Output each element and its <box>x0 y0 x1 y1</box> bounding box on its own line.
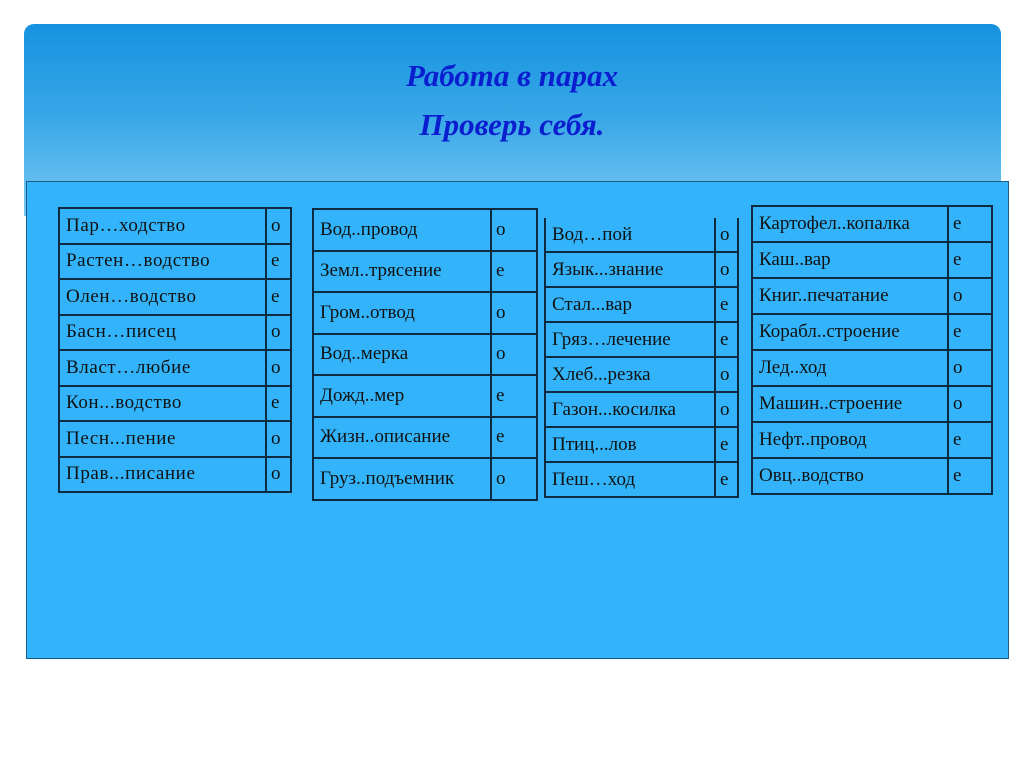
table-row <box>752 206 992 242</box>
letter-cell: о <box>948 386 992 422</box>
table-row <box>752 242 992 278</box>
letter-cell: е <box>715 427 738 462</box>
word-cell: Лед..ход <box>752 350 948 386</box>
letter-cell: о <box>715 392 738 427</box>
word-cell: Растен…водство <box>59 244 266 280</box>
letter-cell: е <box>491 417 537 459</box>
word-cell: Газон...косилка <box>545 392 715 427</box>
word-cell: Овц..водство <box>752 458 948 494</box>
word-cell: Машин..строение <box>752 386 948 422</box>
table-row <box>59 315 291 351</box>
letter-cell: о <box>715 218 738 252</box>
word-cell: Нефт..провод <box>752 422 948 458</box>
table-row <box>545 357 738 392</box>
letter-cell: о <box>491 209 537 251</box>
table-row <box>545 252 738 287</box>
table-row <box>752 386 992 422</box>
table-row <box>59 350 291 386</box>
table-row <box>59 208 291 244</box>
word-cell: Вод…пой <box>545 218 715 252</box>
word-cell: Язык...знание <box>545 252 715 287</box>
word-cell: Пеш…ход <box>545 462 715 497</box>
table-row <box>59 386 291 422</box>
letter-cell: о <box>266 350 291 386</box>
word-table-3 <box>544 218 739 498</box>
table-row <box>59 421 291 457</box>
word-cell: Картофел..копалка <box>752 206 948 242</box>
letter-cell: о <box>491 292 537 334</box>
word-cell: Гряз…лечение <box>545 322 715 357</box>
word-cell: Дожд..мер <box>313 375 491 417</box>
letter-cell: о <box>266 315 291 351</box>
word-cell: Власт…любие <box>59 350 266 386</box>
table-row <box>313 334 537 376</box>
table-row <box>313 251 537 293</box>
letter-cell: е <box>948 458 992 494</box>
word-cell: Птиц...лов <box>545 427 715 462</box>
word-cell: Груз..подъемник <box>313 458 491 500</box>
word-cell: Вод..мерка <box>313 334 491 376</box>
table-row <box>59 244 291 280</box>
word-table-1 <box>58 207 292 493</box>
table-row <box>313 375 537 417</box>
word-cell: Земл..трясение <box>313 251 491 293</box>
letter-cell: е <box>715 322 738 357</box>
word-cell: Корабл..строение <box>752 314 948 350</box>
word-table-4 <box>751 205 993 495</box>
letter-cell: о <box>266 421 291 457</box>
word-table-2 <box>312 208 538 501</box>
letter-cell: о <box>491 458 537 500</box>
table-row <box>59 457 291 493</box>
letter-cell: е <box>715 287 738 322</box>
table-row <box>752 278 992 314</box>
table-row <box>313 417 537 459</box>
letter-cell: е <box>948 206 992 242</box>
letter-cell: о <box>266 208 291 244</box>
letter-cell: о <box>715 252 738 287</box>
letter-cell: е <box>491 375 537 417</box>
word-cell: Хлеб...резка <box>545 357 715 392</box>
word-cell: Песн...пение <box>59 421 266 457</box>
word-cell: Пар…ходство <box>59 208 266 244</box>
table-row <box>752 422 992 458</box>
table-row <box>545 322 738 357</box>
letter-cell: е <box>948 314 992 350</box>
word-cell: Книг..печатание <box>752 278 948 314</box>
word-cell: Басн…писец <box>59 315 266 351</box>
letter-cell: е <box>266 244 291 280</box>
letter-cell: е <box>266 386 291 422</box>
word-cell: Каш..вар <box>752 242 948 278</box>
letter-cell: о <box>948 278 992 314</box>
table-row <box>313 209 537 251</box>
letter-cell: е <box>948 422 992 458</box>
table-row <box>313 458 537 500</box>
letter-cell: о <box>491 334 537 376</box>
table-row <box>545 287 738 322</box>
table-row <box>752 458 992 494</box>
letter-cell: е <box>948 242 992 278</box>
table-row <box>545 218 738 252</box>
slide-title: Работа в парах <box>405 58 619 93</box>
table-row <box>545 392 738 427</box>
letter-cell: о <box>948 350 992 386</box>
table-row <box>59 279 291 315</box>
table-row <box>545 427 738 462</box>
letter-cell: е <box>491 251 537 293</box>
word-cell: Гром..отвод <box>313 292 491 334</box>
table-row <box>752 314 992 350</box>
word-cell: Вод..провод <box>313 209 491 251</box>
word-cell: Кон...водство <box>59 386 266 422</box>
word-cell: Стал...вар <box>545 287 715 322</box>
table-row <box>545 462 738 497</box>
word-cell: Жизн..описание <box>313 417 491 459</box>
slide-subtitle: Проверь себя. <box>419 107 605 142</box>
table-row <box>313 292 537 334</box>
letter-cell: о <box>266 457 291 493</box>
table-row <box>752 350 992 386</box>
word-cell: Олен…водство <box>59 279 266 315</box>
letter-cell: е <box>715 462 738 497</box>
letter-cell: е <box>266 279 291 315</box>
word-cell: Прав...писание <box>59 457 266 493</box>
letter-cell: о <box>715 357 738 392</box>
